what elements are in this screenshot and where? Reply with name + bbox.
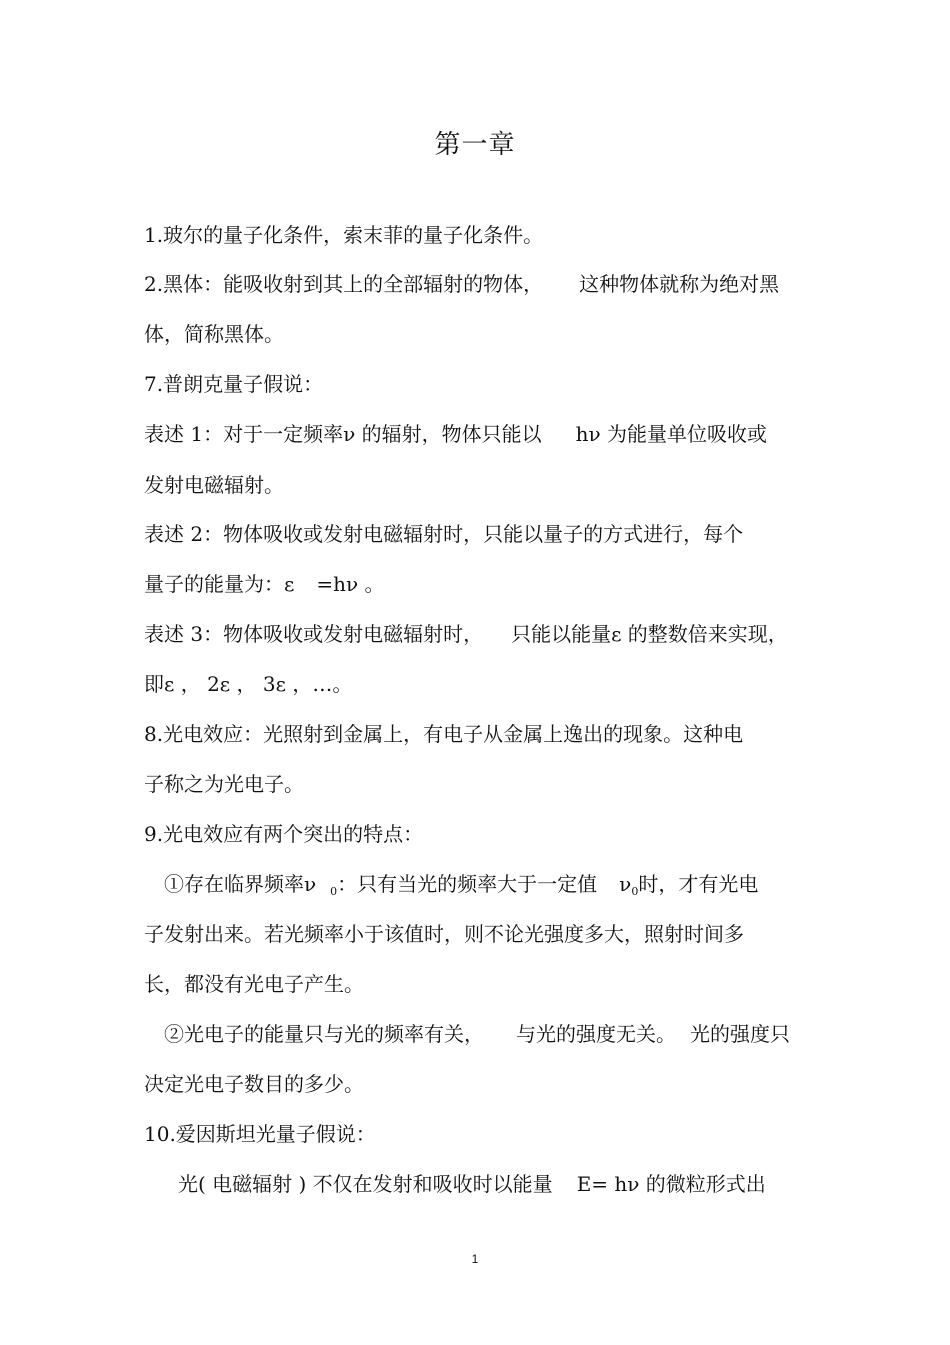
text-span: ①存在临界频率ν: [164, 872, 317, 896]
text-line-1: [144, 221, 824, 249]
text-span: 子发射出来。若光频率小于该值时，则不论光强度多大，照射时间多: [144, 922, 744, 946]
text-span: hν 为能量单位吸收或: [575, 422, 768, 446]
text-line-13: [144, 820, 824, 848]
text-line-11: [144, 720, 824, 748]
text-span: 发射电磁辐射。: [144, 473, 284, 497]
text-line-19: [144, 1120, 824, 1148]
text-line-9: [144, 620, 824, 648]
subscript: 0: [631, 885, 639, 898]
text-line-17: [164, 1020, 844, 1048]
text-line-18: [144, 1070, 824, 1098]
text-line-10: [144, 670, 824, 698]
text-span: 体，简称黑体。: [144, 322, 284, 346]
text-span: 时，才有光电: [638, 872, 759, 896]
text-span: ：只有当光的频率大于一定值: [337, 872, 598, 896]
text-span: 即ε ， 2ε ， 3ε ，…。: [144, 672, 353, 696]
text-span: 决定光电子数目的多少。: [144, 1072, 364, 1096]
text-span: 8.光电效应：光照射到金属上，有电子从金属上逸出的现象。这种电: [144, 722, 744, 746]
text-span: 10.爱因斯坦光量子假说：: [144, 1122, 376, 1146]
text-span: 量子的能量为：ε: [144, 572, 295, 596]
text-span: 这种物体就称为绝对黑: [579, 272, 780, 296]
text-span: 光的强度只: [690, 1022, 790, 1046]
text-span: 2.黑体：能吸收射到其上的全部辐射的物体，: [144, 272, 544, 296]
text-span: 表述 2：物体吸收或发射电磁辐射时，只能以量子的方式进行，每个: [144, 522, 744, 546]
text-line-2: [144, 270, 824, 298]
text-line-16: [144, 970, 824, 998]
text-line-6: [144, 471, 824, 499]
subscript: 0: [330, 885, 338, 898]
text-span: =hν 。: [316, 572, 385, 596]
text-line-15: [144, 920, 824, 948]
text-span: 1.玻尔的量子化条件，索末菲的量子化条件。: [144, 223, 544, 247]
text-line-20: [178, 1170, 858, 1198]
text-span: ν: [619, 872, 632, 896]
text-line-3: [144, 320, 824, 348]
text-line-8: [144, 570, 824, 598]
text-line-14: [164, 870, 844, 906]
text-span: 7.普朗克量子假说：: [144, 372, 324, 396]
page-number: 1: [471, 1252, 479, 1266]
text-line-12: [144, 770, 824, 798]
text-span: 长，都没有光电子产生。: [144, 972, 364, 996]
text-span: 9.光电效应有两个突出的特点：: [144, 822, 424, 846]
text-span: E= hν 的微粒形式出: [576, 1172, 766, 1196]
text-span: 表述 1：对于一定频率ν 的辐射，物体只能以: [144, 422, 542, 446]
text-line-7: [144, 520, 824, 548]
text-span: 表述 3：物体吸收或发射电磁辐射时，: [144, 622, 484, 646]
text-span: 光( 电磁辐射 ) 不仅在发射和吸收时以能量: [178, 1172, 553, 1196]
text-span: 只能以能量ε 的整数倍来实现，: [511, 622, 788, 646]
text-span: 子称之为光电子。: [144, 772, 304, 796]
text-line-5: [144, 420, 824, 448]
text-span: 与光的强度无关。: [516, 1022, 676, 1046]
text-line-4: [144, 370, 824, 398]
text-span: ②光电子的能量只与光的频率有关，: [164, 1022, 484, 1046]
page-title: 第一章: [434, 130, 516, 160]
